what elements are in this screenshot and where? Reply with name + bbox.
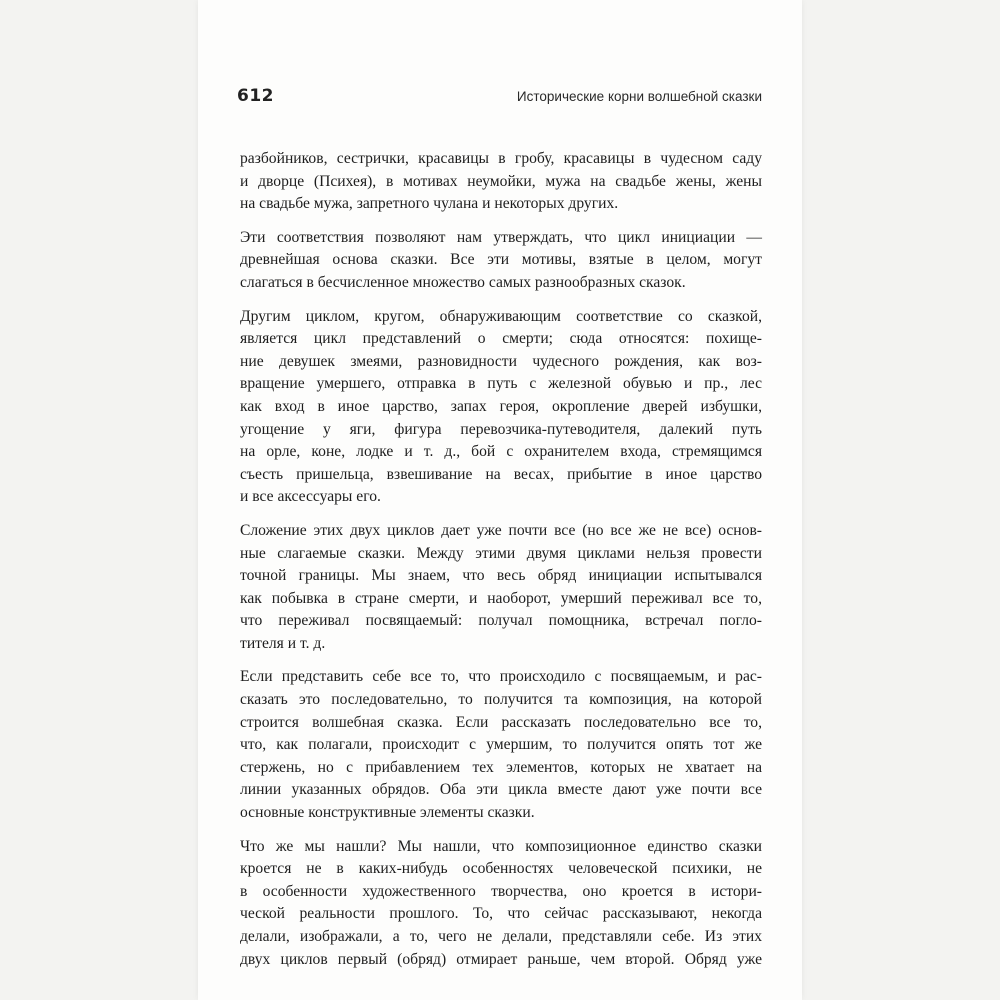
running-header — [237, 86, 762, 110]
text-line: Другим циклом, кругом, обнаруживающим соответствие со сказкой, — [240, 307, 762, 325]
text-line: делали, изображали, а то, чего не делали, представляли себе. Из этих — [240, 928, 762, 945]
paragraph — [240, 148, 762, 216]
paragraph — [240, 306, 762, 509]
text-line: и все аксессуары его. — [240, 488, 381, 506]
paragraph — [240, 520, 762, 656]
text-line: что, как полагали, происходит с умершим, то получится опять тот же — [240, 736, 762, 754]
text-line: угощение у яги, фигура перевозчика-путеводителя, далекий путь — [240, 420, 762, 438]
text-line: является цикл представлений о смерти; сюда относятся: похище- — [240, 330, 762, 348]
text-line: стержень, но с прибавлением тех элементов, которых не хватает на — [240, 758, 762, 776]
text-line: и дворце (Психея), в мотивах неумойки, мужа на свадьбе жены, жены — [240, 172, 762, 190]
text-line: Что же мы нашли? Мы нашли, что композиционное единство сказки — [240, 837, 762, 855]
text-line: Эти соответствия позволяют нам утверждать, что цикл инициации — — [240, 228, 762, 246]
text-line: разбойников, сестрички, красавицы в гробу, красавицы в чудесном саду — [240, 150, 762, 167]
text-line: на орле, коне, лодке и т. д., бой с охранителем входа, стремящимся — [240, 443, 762, 461]
text-line: сказать это последовательно, то получится та композиция, на которой — [240, 691, 762, 709]
book-page — [198, 0, 802, 1000]
body-text — [240, 148, 762, 982]
paragraph — [240, 666, 762, 824]
text-line: ные слагаемые сказки. Между этими двумя циклами нельзя провести — [240, 544, 762, 562]
text-line: древнейшая основа сказки. Все эти мотивы, взятые в целом, могут — [240, 251, 762, 269]
text-line: как побывка в стране смерти, и наоборот, умерший переживал все то, — [240, 589, 762, 607]
text-line: основные конструктивные элементы сказки. — [240, 804, 535, 822]
paragraph — [240, 836, 762, 972]
text-line: кроется не в каких-нибудь особенностях человеческой психики, не — [240, 860, 762, 878]
text-line: точной границы. Мы знаем, что весь обряд инициации испытывался — [240, 567, 762, 585]
text-line: Сложение этих двух циклов дает уже почти все (но все же не все) основ- — [240, 521, 762, 539]
text-line: вращение умершего, отправка в путь с железной обувью и пр., лес — [240, 375, 762, 393]
page-number: 612 — [237, 86, 274, 106]
paragraph — [240, 227, 762, 295]
text-line: ческой реальности прошлого. То, что сейчас рассказывают, некогда — [240, 905, 762, 923]
text-line: ние девушек змеями, разновидности чудесного рождения, как воз- — [240, 352, 762, 370]
running-title: Исторические корни волшебной сказки — [516, 89, 762, 104]
text-line: что переживал посвящаемый: получал помощника, встречал погло- — [240, 612, 762, 630]
text-line: тителя и т. д. — [240, 634, 326, 652]
text-line: Если представить себе все то, что происходило с посвящаемым, и рас- — [240, 668, 762, 686]
text-line: съесть пришельца, взвешивание на весах, прибытие в иное царство — [240, 465, 762, 483]
text-line: линии указанных обрядов. Оба эти цикла вместе дают уже почти все — [240, 781, 762, 799]
text-line: слагаться в бесчисленное множество самых разнообразных сказок. — [240, 273, 686, 291]
text-line: на свадьбе мужа, запретного чулана и некоторых других. — [240, 195, 619, 213]
text-line: двух циклов первый (обряд) отмирает раньше, чем второй. Обряд уже — [240, 950, 762, 968]
text-line: строится волшебная сказка. Если рассказать последовательно все то, — [240, 713, 762, 731]
text-line: в особенности художественного творчества, оно кроется в истори- — [240, 882, 762, 900]
text-line: как вход в иное царство, запах героя, окропление дверей избушки, — [240, 397, 762, 415]
